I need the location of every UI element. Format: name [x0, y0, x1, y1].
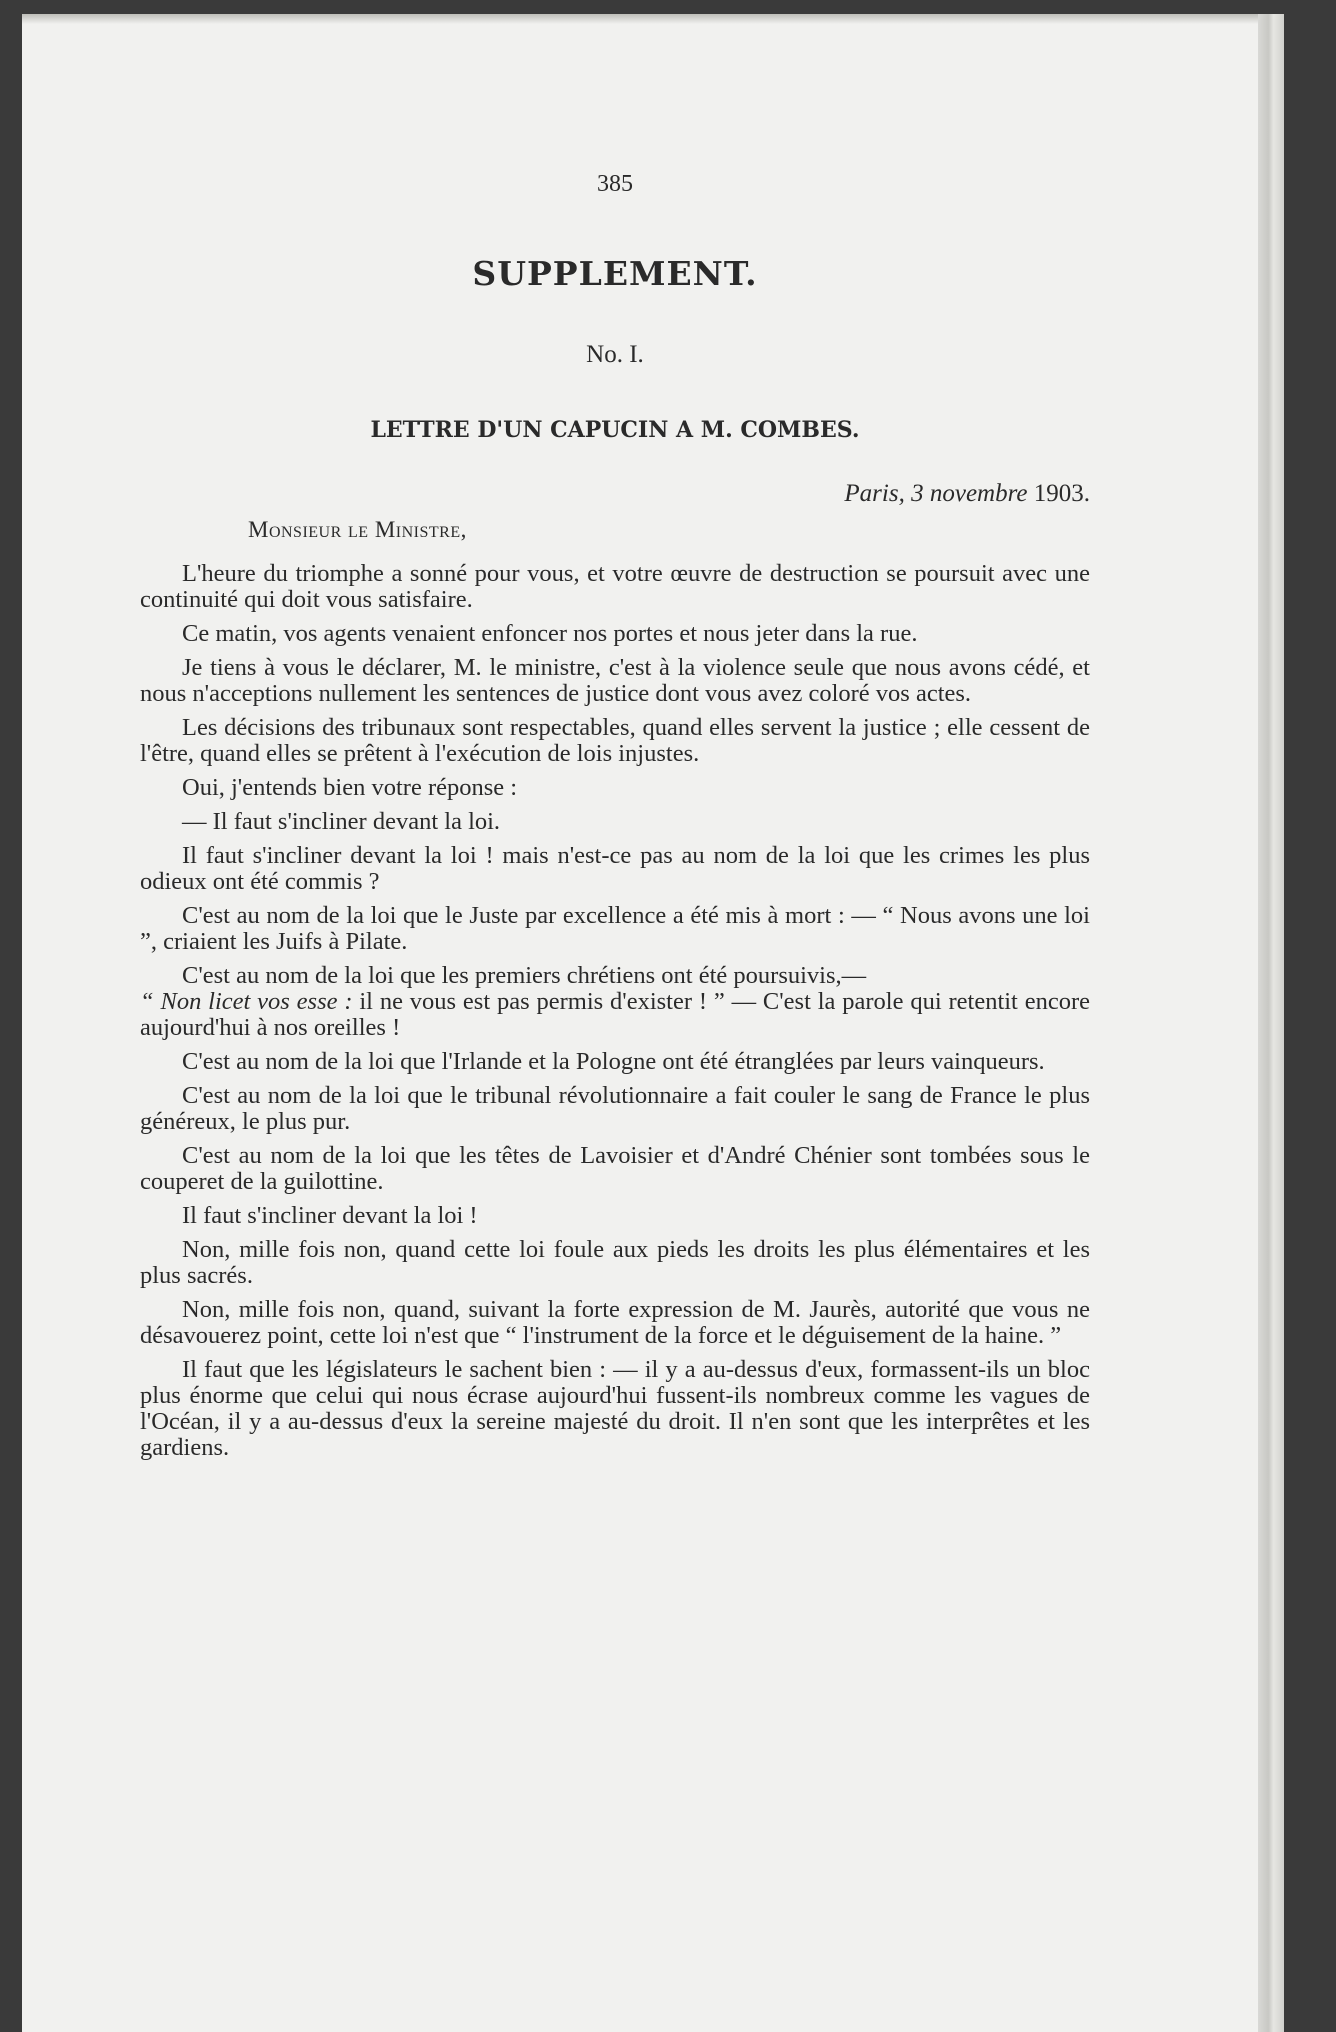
paragraph: Ce matin, vos agents venaient enfoncer nos portes et nous jeter dans la rue.: [182, 620, 918, 647]
dateline: [140, 479, 1090, 509]
page-content: [140, 164, 1090, 1469]
paragraph: C'est au nom de la loi que l'Irlande et la Pologne ont été étranglées par leurs vainqueurs.: [182, 1048, 1045, 1075]
letter-body: [140, 561, 1090, 1461]
paragraph: C'est au nom de la loi que le tribunal révolutionnaire a fait couler le sang de France le plus généreux, le plus pur.: [140, 1082, 1090, 1135]
page-shadow: [22, 14, 1284, 24]
dateline-place: Paris,: [844, 480, 905, 507]
paragraph-with-quote: [140, 963, 1090, 1041]
paragraph: Les décisions des tribunaux sont respectables, quand elles servent la justice ; elle cessent de l'être, quand elles se prêtent à l'exécution de lois injustes.: [140, 714, 1090, 767]
latin-quote-translation: il ne vous est pas permis d'exister ! ” — C'est la parole qui retentit encore aujourd'hui à nos oreilles !: [140, 988, 1090, 1041]
supplement-title: SUPPLEMENT.: [472, 254, 758, 293]
latin-quote: “ Non licet vos esse :: [140, 988, 353, 1015]
paragraph: Il faut que les législateurs le sachent bien : — il y a au-dessus d'eux, formassent-ils un bloc plus énorme que celui qui nous écrase aujourd'hui fussent-ils nombreux comme les vagues de l'Océan, il y a au-dessus d'eux la sereine majesté du droit. Il n'en sont que les interprêtes et les gardiens.: [140, 1356, 1090, 1461]
paragraph: L'heure du triomphe a sonné pour vous, et votre œuvre de destruction se poursuit avec une continuité qui doit vous satisfaire.: [140, 560, 1090, 613]
paragraph: Il faut s'incliner devant la loi ! mais n'est-ce pas au nom de la loi que les crimes les plus odieux ont été commis ?: [140, 842, 1090, 895]
paragraph: — Il faut s'incliner devant la loi.: [182, 808, 501, 835]
paragraph: C'est au nom de la loi que les têtes de Lavoisier et d'André Chénier sont tombées sous le couperet de la guilottine.: [140, 1142, 1090, 1195]
page-edge: [1258, 14, 1284, 2032]
document-page: [22, 14, 1284, 2032]
dateline-date: 3 novembre: [911, 480, 1028, 507]
paragraph: Il faut s'incliner devant la loi !: [182, 1202, 478, 1229]
paragraph: Je tiens à vous le déclarer, M. le ministre, c'est à la violence seule que nous avons cédé, et nous n'acceptions nullement les sentences de justice dont vous avez coloré vos actes.: [140, 654, 1090, 707]
salutation: Monsieur le Ministre,: [248, 517, 467, 542]
section-number: No. I.: [586, 341, 644, 368]
paragraph: Oui, j'entends bien votre réponse :: [182, 774, 518, 801]
letter-title: LETTRE D'UN CAPUCIN A M. COMBES.: [370, 417, 860, 443]
paragraph: Non, mille fois non, quand, suivant la forte expression de M. Jaurès, autorité que vous ne désavouerez point, cette loi n'est que “ l'instrument de la force et le déguisement de la haine. ”: [140, 1296, 1090, 1349]
paragraph: Non, mille fois non, quand cette loi foule aux pieds les droits les plus élémentaires et les plus sacrés.: [140, 1236, 1090, 1289]
dateline-year: 1903.: [1033, 480, 1090, 507]
paragraph: C'est au nom de la loi que le Juste par excellence a été mis à mort : — “ Nous avons une loi ”, criaient les Juifs à Pilate.: [140, 902, 1090, 955]
paragraph-text: C'est au nom de la loi que les premiers chrétiens ont été poursuivis,—: [182, 962, 867, 989]
page-number: 385: [597, 171, 633, 197]
